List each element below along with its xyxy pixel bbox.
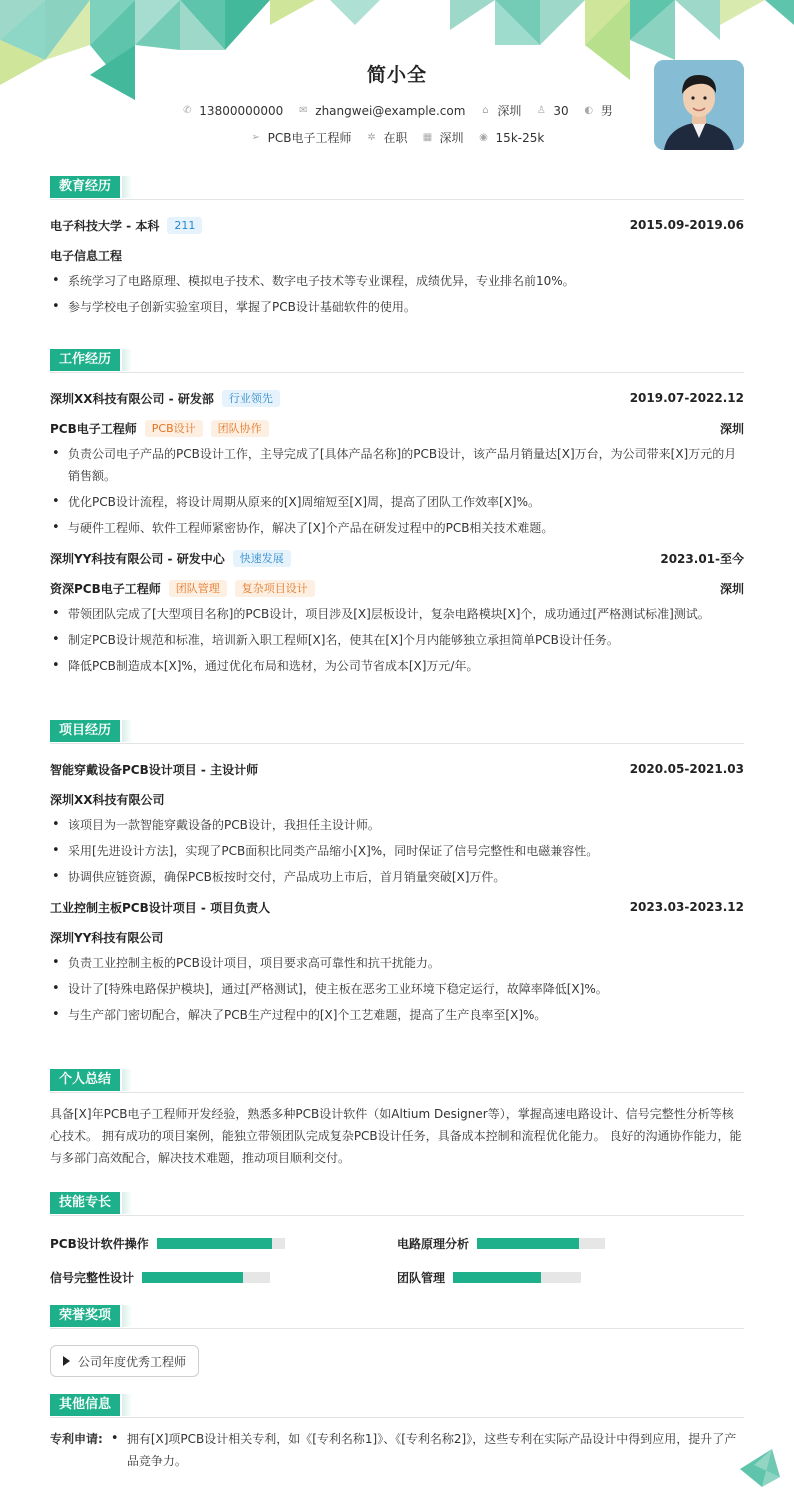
avatar <box>654 60 744 150</box>
job-company: 深圳YY科技有限公司 - 研发中心 <box>50 551 225 566</box>
email-text: zhangwei@example.com <box>315 103 466 118</box>
patent-bullets <box>109 1428 744 1476</box>
job-role: PCB电子工程师 <box>50 421 137 436</box>
project-company-row <box>50 784 744 814</box>
footer-decoration <box>740 1447 780 1487</box>
location-item <box>479 102 521 119</box>
list-item: • 与生产部门密切配合，解决了PCB生产过程中的[X]个工艺难题，提高了生产良率至[X]%。 <box>50 1004 744 1026</box>
education-period: 2015.09-2019.06 <box>629 218 744 232</box>
project-company: 深圳YY科技有限公司 <box>50 930 164 945</box>
company-badge: 快速发展 <box>233 550 291 567</box>
company-badge: 行业领先 <box>222 390 280 407</box>
school-name: 电子科技大学 - 本科 <box>50 218 160 233</box>
skills-section <box>50 1192 744 1294</box>
list-item: • 优化PCB设计流程，将设计周期从原来的[X]周缩短至[X]周，提高了团队工作效率[X]%。 <box>50 491 744 513</box>
school-badge: 211 <box>167 217 202 234</box>
job-role-row <box>50 573 744 603</box>
award-text: 公司年度优秀工程师 <box>78 1354 187 1369</box>
awards-section <box>50 1305 744 1377</box>
target-city-item <box>422 129 464 146</box>
section-title-text: 个人总结 <box>50 1069 120 1091</box>
resume-header <box>0 0 794 160</box>
skill-tag: PCB设计 <box>145 420 203 437</box>
job-status-item <box>366 129 408 146</box>
list-item: • 负责公司电子产品的PCB设计工作，主导完成了[具体产品名称]的PCB设计，该产品月销量达[X]万台，为公司带来[X]万元的月销售额。 <box>50 443 744 487</box>
phone-text: 13800000000 <box>199 103 284 118</box>
job-city: 深圳 <box>719 421 744 436</box>
age-item <box>535 102 568 119</box>
project-header <box>50 754 744 784</box>
salary-icon: ◉ <box>479 131 488 143</box>
section-title <box>50 1305 744 1329</box>
list-item: • 系统学习了电路原理、模拟电子技术、数字电子技术等专业课程，成绩优异，专业排名前10%。 <box>50 270 744 292</box>
building-icon: ▦ <box>422 131 433 143</box>
projects-section <box>50 720 744 1030</box>
skill-bar-fill <box>453 1272 541 1283</box>
list-item: • 采用[先进设计方法]，实现了PCB面积比同类产品缩小[X]%，同时保证了信号完整性和电磁兼容性。 <box>50 840 744 862</box>
skill-tag: 团队协作 <box>211 420 269 437</box>
section-title-text: 其他信息 <box>50 1394 120 1416</box>
list-item: • 与硬件工程师、软件工程师紧密协作，解决了[X]个产品在研发过程中的PCB相关技术难题。 <box>50 517 744 539</box>
work-section <box>50 349 744 681</box>
project-bullets <box>50 952 744 1026</box>
list-item: • 拥有[X]项PCB设计相关专利，如《[专利名称1]》、《[专利名称2]》，这些专利在实际产品设计中得到应用，提升了产品竞争力。 <box>109 1428 744 1472</box>
phone-item <box>181 102 283 119</box>
list-item: • 降低PCB制造成本[X]%，通过优化布局和选材，为公司节省成本[X]万元/年。 <box>50 655 744 677</box>
section-title-text: 项目经历 <box>50 720 120 742</box>
section-title <box>50 349 744 373</box>
job-city: 深圳 <box>719 581 744 596</box>
skill-name: 团队管理 <box>397 1270 446 1285</box>
target-position-item <box>250 129 352 146</box>
skill-tag: 复杂项目设计 <box>235 580 315 597</box>
major-name: 电子信息工程 <box>50 248 123 263</box>
skill-name: 信号完整性设计 <box>50 1270 135 1285</box>
patent-label: 专利申请: <box>50 1432 103 1446</box>
skill-item <box>50 1235 397 1252</box>
skill-item <box>397 1235 744 1252</box>
summary-text: 具备[X]年PCB电子工程师开发经验，熟悉多种PCB设计软件（如Altium Designer等），掌握高速电路设计、信号完整性分析等核心技术。 拥有成功的项目案例，能独立带领团队完成复杂PCB设计任务，具备成本控制和流程优化能力。 良好的沟通协作能力，能与多部门高效配合，解决技术难题，推动项目顺利交付。 <box>50 1107 742 1165</box>
skill-row <box>50 1260 744 1294</box>
target-position-text: PCB电子工程师 <box>267 131 352 145</box>
gender-item <box>583 102 613 119</box>
project-period: 2020.05-2021.03 <box>629 762 744 776</box>
project-header <box>50 892 744 922</box>
skill-bar <box>453 1272 581 1283</box>
list-item: • 带领团队完成了[大型项目名称]的PCB设计，项目涉及[X]层板设计，复杂电路模块[X]个，成功通过[严格测试标准]测试。 <box>50 603 744 625</box>
job-role-row <box>50 413 744 443</box>
skill-item <box>50 1269 397 1286</box>
list-item: • 协调供应链资源，确保PCB板按时交付，产品成功上市后，首月销量突破[X]万件。 <box>50 866 744 888</box>
project-company: 深圳XX科技有限公司 <box>50 792 165 807</box>
list-item: • 负责工业控制主板的PCB设计项目，项目要求高可靠性和抗干扰能力。 <box>50 952 744 974</box>
section-title <box>50 1192 744 1216</box>
section-title-text: 教育经历 <box>50 176 120 198</box>
job-period: 2019.07-2022.12 <box>629 391 744 405</box>
summary-section <box>50 1069 744 1169</box>
candidate-name: 简小全 <box>366 64 427 86</box>
job-status-text: 在职 <box>383 131 408 145</box>
email-item <box>297 102 465 119</box>
salary-text: 15k-25k <box>495 130 545 145</box>
award-item[interactable] <box>50 1345 199 1377</box>
major-row <box>50 240 744 270</box>
section-title <box>50 176 744 200</box>
mail-icon: ✉ <box>299 104 308 116</box>
section-title-text: 荣誉奖项 <box>50 1305 120 1327</box>
skill-tag: 团队管理 <box>169 580 227 597</box>
section-title <box>50 1394 744 1418</box>
education-bullets <box>50 270 744 318</box>
patent-row <box>50 1428 744 1476</box>
job-bullets <box>50 603 744 677</box>
section-title-text: 技能专长 <box>50 1192 120 1214</box>
section-title-text: 工作经历 <box>50 349 120 371</box>
skill-name: PCB设计软件操作 <box>50 1236 149 1251</box>
list-item: • 该项目为一款智能穿戴设备的PCB设计，我担任主设计师。 <box>50 814 744 836</box>
status-icon: ✲ <box>367 131 376 143</box>
job-header <box>50 543 744 573</box>
skill-bar <box>157 1238 285 1249</box>
home-icon: ⌂ <box>482 104 489 116</box>
job-bullets <box>50 443 744 539</box>
other-section <box>50 1394 744 1476</box>
job-company: 深圳XX科技有限公司 - 研发部 <box>50 391 214 406</box>
skill-bar-fill <box>157 1238 272 1249</box>
skill-bar-fill <box>477 1238 579 1249</box>
list-item: • 设计了[特殊电路保护模块]，通过[严格测试]，使主板在恶劣工业环境下稳定运行，故障率降低[X]%。 <box>50 978 744 1000</box>
caret-right-icon <box>63 1356 70 1366</box>
job-header <box>50 383 744 413</box>
project-name: 工业控制主板PCB设计项目 - 项目负责人 <box>50 900 271 915</box>
project-company-row <box>50 922 744 952</box>
gender-icon: ◐ <box>584 104 594 116</box>
skill-bar-fill <box>142 1272 243 1283</box>
location-text: 深圳 <box>497 104 522 118</box>
education-section <box>50 176 744 322</box>
list-item: • 制定PCB设计规范和标准，培训新入职工程师[X]名，使其在[X]个月内能够独立承担简单PCB设计任务。 <box>50 629 744 651</box>
section-title <box>50 1069 744 1093</box>
project-name: 智能穿戴设备PCB设计项目 - 主设计师 <box>50 762 259 777</box>
job-role: 资深PCB电子工程师 <box>50 581 161 596</box>
section-title <box>50 720 744 744</box>
list-item: • 参与学校电子创新实验室项目，掌握了PCB设计基础软件的使用。 <box>50 296 744 318</box>
skill-bar <box>142 1272 270 1283</box>
skill-row <box>50 1226 744 1260</box>
job-period: 2023.01-至今 <box>660 551 744 566</box>
skill-bar <box>477 1238 605 1249</box>
send-icon: ➢ <box>251 131 260 143</box>
education-header <box>50 210 744 240</box>
skill-name: 电路原理分析 <box>397 1236 470 1251</box>
project-period: 2023.03-2023.12 <box>629 900 744 914</box>
phone-icon: ✆ <box>183 104 192 116</box>
salary-item <box>478 129 545 146</box>
project-bullets <box>50 814 744 888</box>
age-icon: ♙ <box>536 104 546 116</box>
age-text: 30 <box>553 103 569 118</box>
skill-item <box>397 1269 744 1286</box>
gender-text: 男 <box>600 104 613 118</box>
target-city-text: 深圳 <box>439 131 464 145</box>
